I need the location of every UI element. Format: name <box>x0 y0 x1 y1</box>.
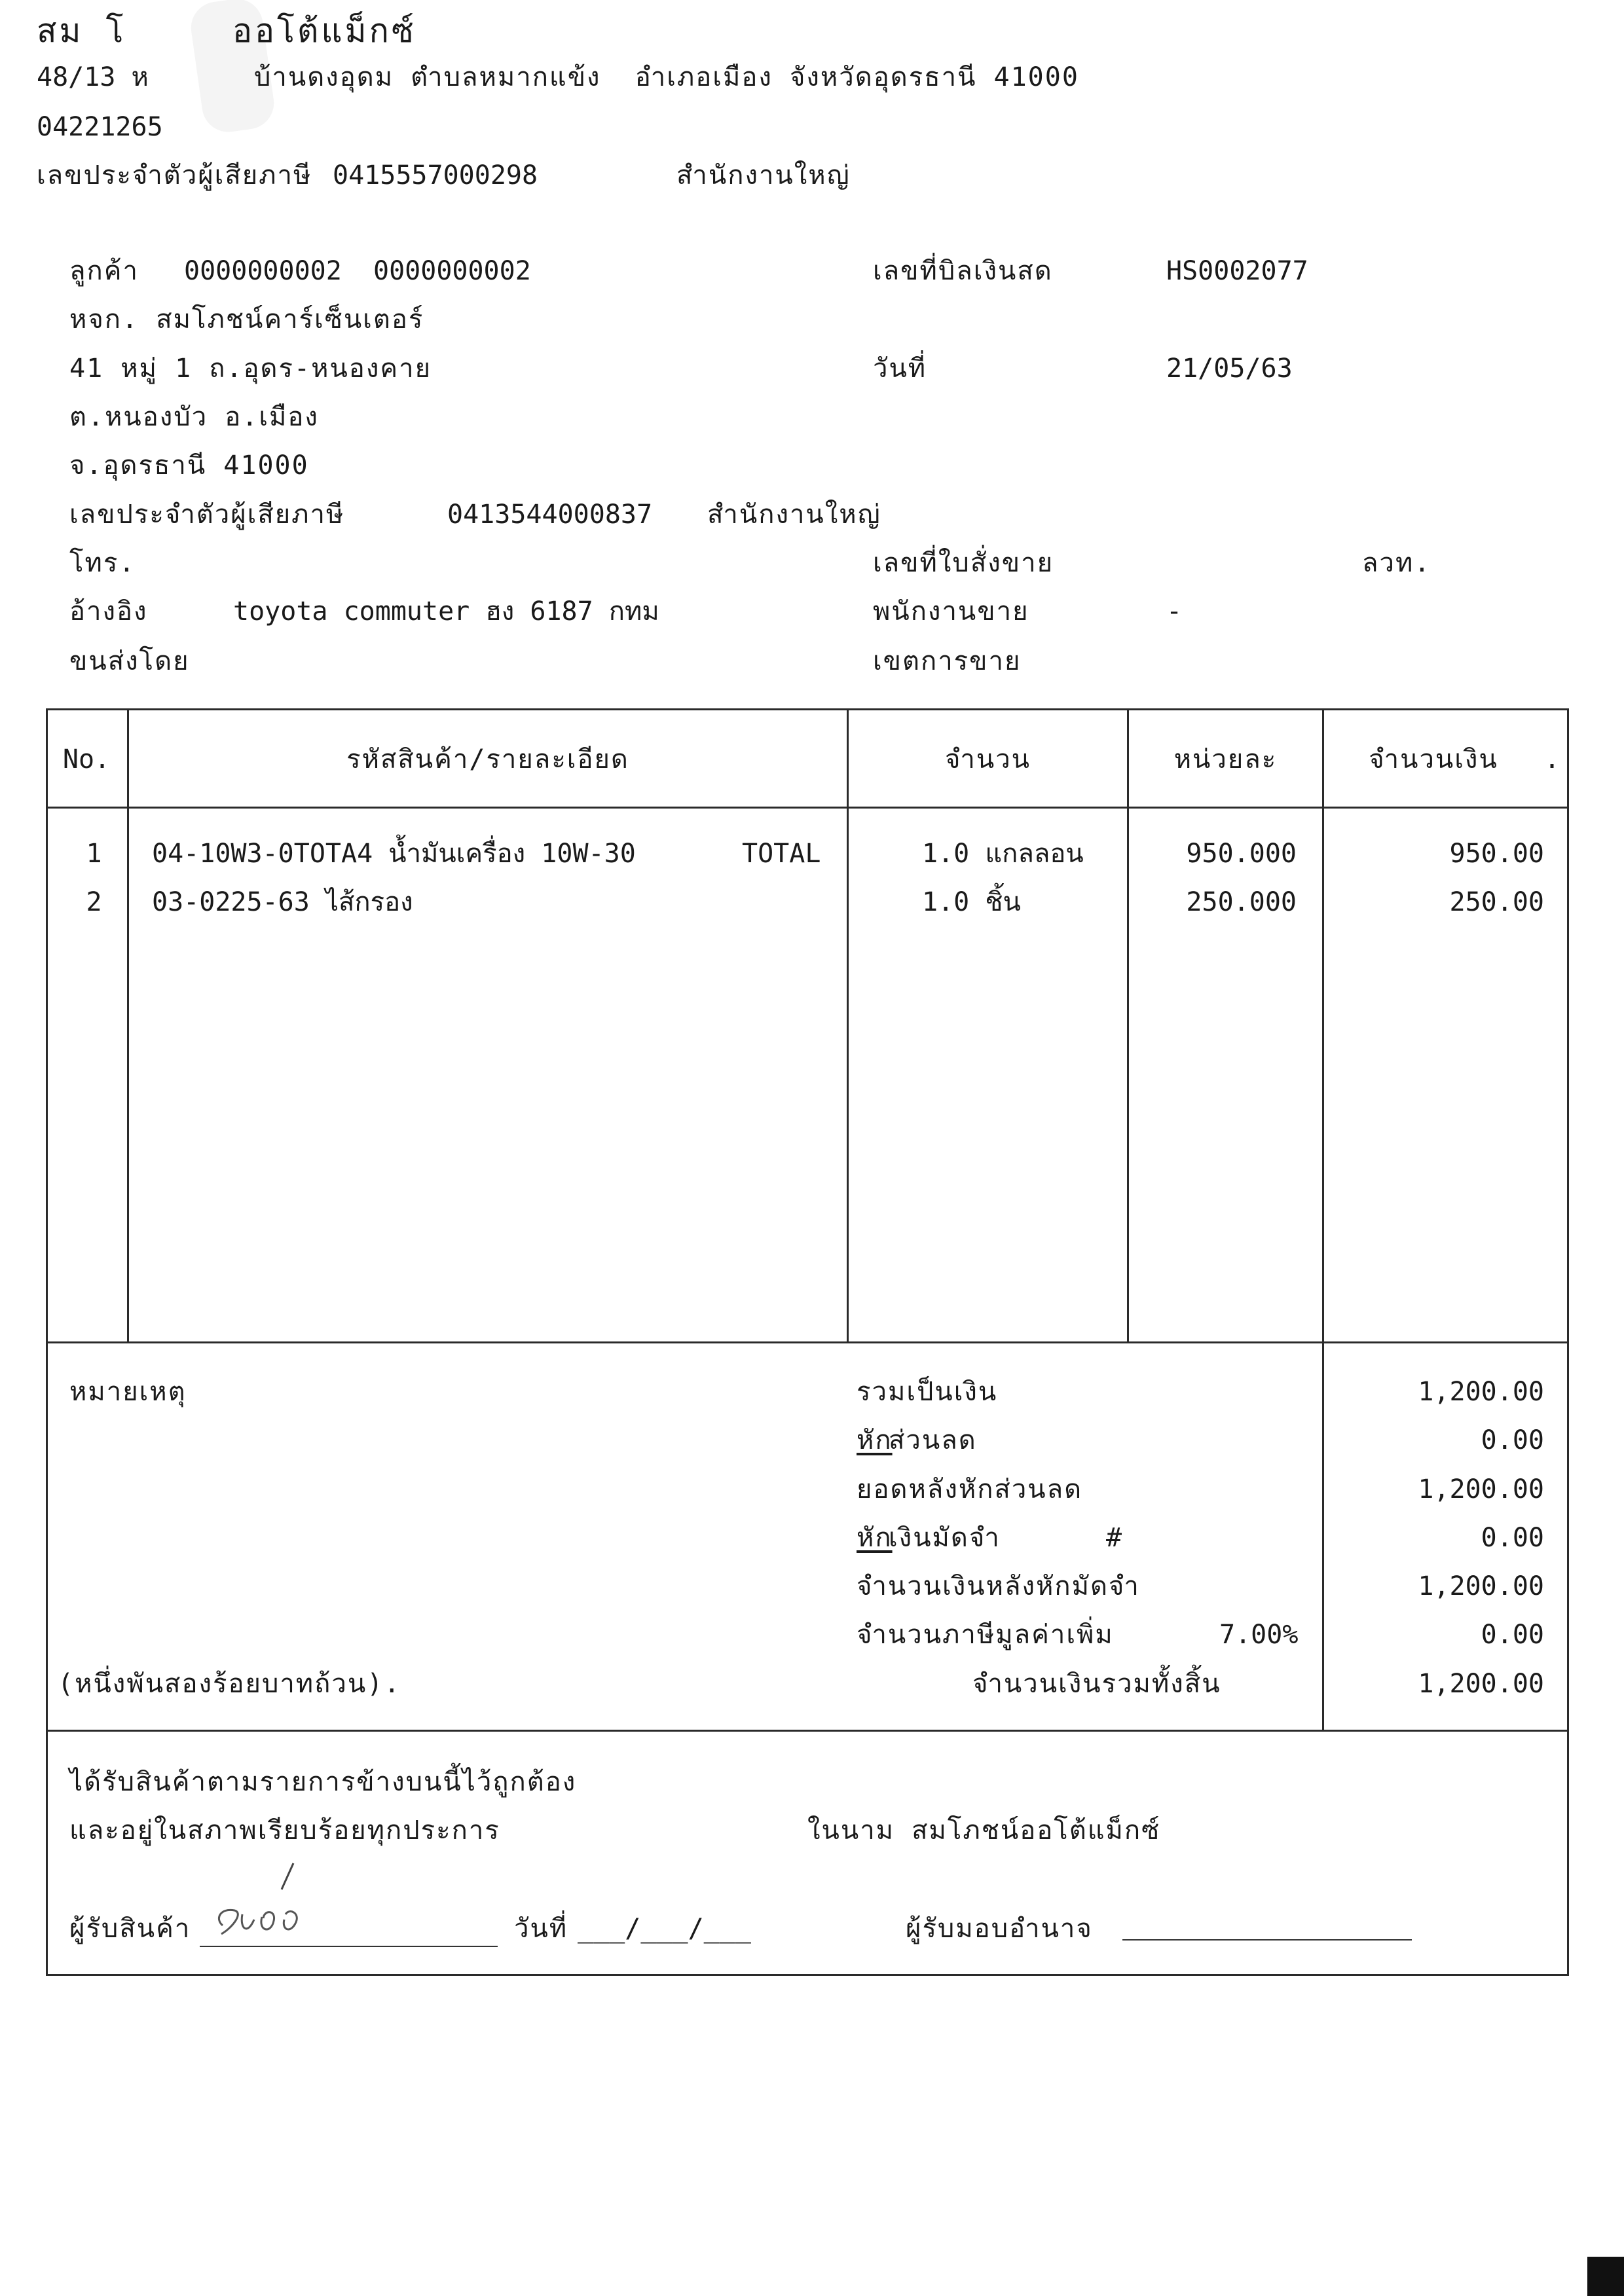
company-address-1: 48/13 ห <box>37 62 149 92</box>
deposit-label: เงินมัดจำ <box>889 1523 1001 1553</box>
company-name: สม โ <box>37 12 126 50</box>
subtotal-label: รวมเป็นเงิน <box>857 1377 998 1407</box>
receiver-label: ผู้รับสินค้า <box>69 1914 191 1944</box>
after-discount-label: ยอดหลังหักส่วนลด <box>857 1474 1083 1504</box>
sales-order-note: ลวท. <box>1362 548 1431 578</box>
after-deposit-label: จำนวนเงินหลังหักมัดจำ <box>857 1571 1140 1601</box>
receiver-signature <box>208 1857 339 1942</box>
row1-no: 1 <box>86 839 102 869</box>
authorized-label: ผู้รับมอบอำนาจ <box>906 1914 1093 1944</box>
invoice-date: 21/05/63 <box>1166 354 1293 384</box>
customer-name: หจก. สมโภชน์คาร์เซ็นเตอร์ <box>69 304 424 335</box>
row1-unit-price: 950.000 <box>1186 839 1297 869</box>
deposit: 0.00 <box>1481 1523 1544 1553</box>
after-deposit: 1,200.00 <box>1418 1571 1544 1601</box>
header-quantity: จำนวน <box>944 744 1031 774</box>
company-tax-id: 0415557000298 <box>333 160 538 191</box>
customer-code: 0000000002 0000000002 <box>184 256 531 286</box>
col-sep-2 <box>847 708 849 1343</box>
on-behalf-of: ในนาม สมโภชน์ออโต้แม็กซ์ <box>807 1815 1161 1846</box>
items-bottom-line <box>46 1341 1569 1343</box>
grand-total: 1,200.00 <box>1418 1669 1544 1699</box>
received-line-2: และอยู่ในสภาพเรียบร้อยทุกประการ <box>69 1815 500 1846</box>
customer-label: ลูกค้า <box>69 256 139 286</box>
remark-label: หมายเหตุ <box>69 1377 187 1407</box>
header-no: No. <box>62 744 111 774</box>
deposit-label-underlined: หัก <box>857 1523 893 1553</box>
salesperson: - <box>1166 596 1183 627</box>
received-line-1: ได้รับสินค้าตามรายการข้างบนนี้ไว้ถูกต้อง <box>69 1767 577 1797</box>
row2-unit-price: 250.000 <box>1186 887 1297 917</box>
sales-area-label: เขตการขาย <box>873 646 1022 676</box>
customer-tax-id: 0413544000837 <box>447 500 653 530</box>
header-tail-mark: . <box>1544 744 1560 774</box>
bill-no-label: เลขที่บิลเงินสด <box>873 256 1053 286</box>
header-separator <box>46 807 1569 809</box>
date-label: วันที่ <box>873 354 927 384</box>
row2-description: 03-0225-63 ไส้กรอง <box>152 887 413 917</box>
company-address-2: บ้านดงอุดม ตำบลหมากแข้ง อำเภอเมือง จังหวัดอุดรธานี 41000 <box>254 62 1079 92</box>
company-tax-label: เลขประจำตัวผู้เสียภาษี <box>37 160 312 191</box>
row2-quantity: 1.0 ชิ้น <box>922 887 1021 917</box>
receive-date-blank: ___/___/___ <box>578 1914 751 1944</box>
customer-tax-label: เลขประจำตัวผู้เสียภาษี <box>69 500 345 530</box>
row1-description: 04-10W3-0TOTA4 น้ำมันเครื่อง 10W-30 <box>152 839 636 869</box>
header-amount: จำนวนเงิน <box>1369 744 1498 774</box>
col-sep-1 <box>127 708 129 1343</box>
salesperson-label: พนักงานขาย <box>873 596 1029 627</box>
vat-label: จำนวนภาษีมูลค่าเพิ่ม <box>857 1620 1114 1650</box>
sales-order-label: เลขที่ใบสั่งขาย <box>873 548 1054 578</box>
row1-brand: TOTAL <box>742 839 821 869</box>
customer-address-3: จ.อุดรธานี 41000 <box>69 450 309 481</box>
amount-in-words: (หนึ่งพันสองร้อยบาทถ้วน). <box>58 1669 401 1699</box>
company-name-rest: ออโต้แม็กซ์ <box>232 12 416 50</box>
subtotal: 1,200.00 <box>1418 1377 1544 1407</box>
customer-address-2: ต.หนองบัว อ.เมือง <box>69 402 319 432</box>
after-discount: 1,200.00 <box>1418 1474 1544 1504</box>
shipping-label: ขนส่งโดย <box>69 646 190 676</box>
header-unit-price: หน่วยละ <box>1173 744 1278 774</box>
customer-reference-label: อ้างอิง <box>69 596 148 627</box>
customer-address-1: 41 หมู่ 1 ถ.อุดร-หนองคาย <box>69 354 432 384</box>
col-sep-3 <box>1127 708 1129 1343</box>
discount-label: ส่วนลด <box>889 1425 977 1455</box>
vat-rate: 7.00% <box>1219 1620 1299 1650</box>
receiver-signature-line <box>200 1946 498 1947</box>
row2-amount: 250.00 <box>1449 887 1544 917</box>
receive-date-label: วันที่ <box>514 1914 568 1944</box>
bill-no: HS0002077 <box>1166 256 1308 286</box>
row1-quantity: 1.0 แกลลอน <box>922 839 1084 869</box>
header-description: รหัสสินค้า/รายละเอียด <box>346 744 629 774</box>
discount-label-underlined: หัก <box>857 1425 893 1455</box>
customer-branch: สำนักงานใหญ่ <box>707 500 881 530</box>
customer-reference: toyota commuter ฮง 6187 กทม <box>233 596 659 627</box>
discount: 0.00 <box>1481 1425 1544 1455</box>
authorized-signature-line <box>1122 1939 1412 1941</box>
customer-phone-label: โทร. <box>69 548 136 578</box>
grand-total-label: จำนวนเงินรวมทั้งสิ้น <box>972 1669 1221 1699</box>
deposit-mark: # <box>1106 1523 1122 1553</box>
company-branch: สำนักงานใหญ่ <box>676 160 851 191</box>
vat: 0.00 <box>1481 1620 1544 1650</box>
company-phone: 04221265 <box>37 112 179 142</box>
scan-edge-mark <box>1587 2257 1624 2296</box>
row1-amount: 950.00 <box>1449 839 1544 869</box>
row2-no: 2 <box>86 887 102 917</box>
